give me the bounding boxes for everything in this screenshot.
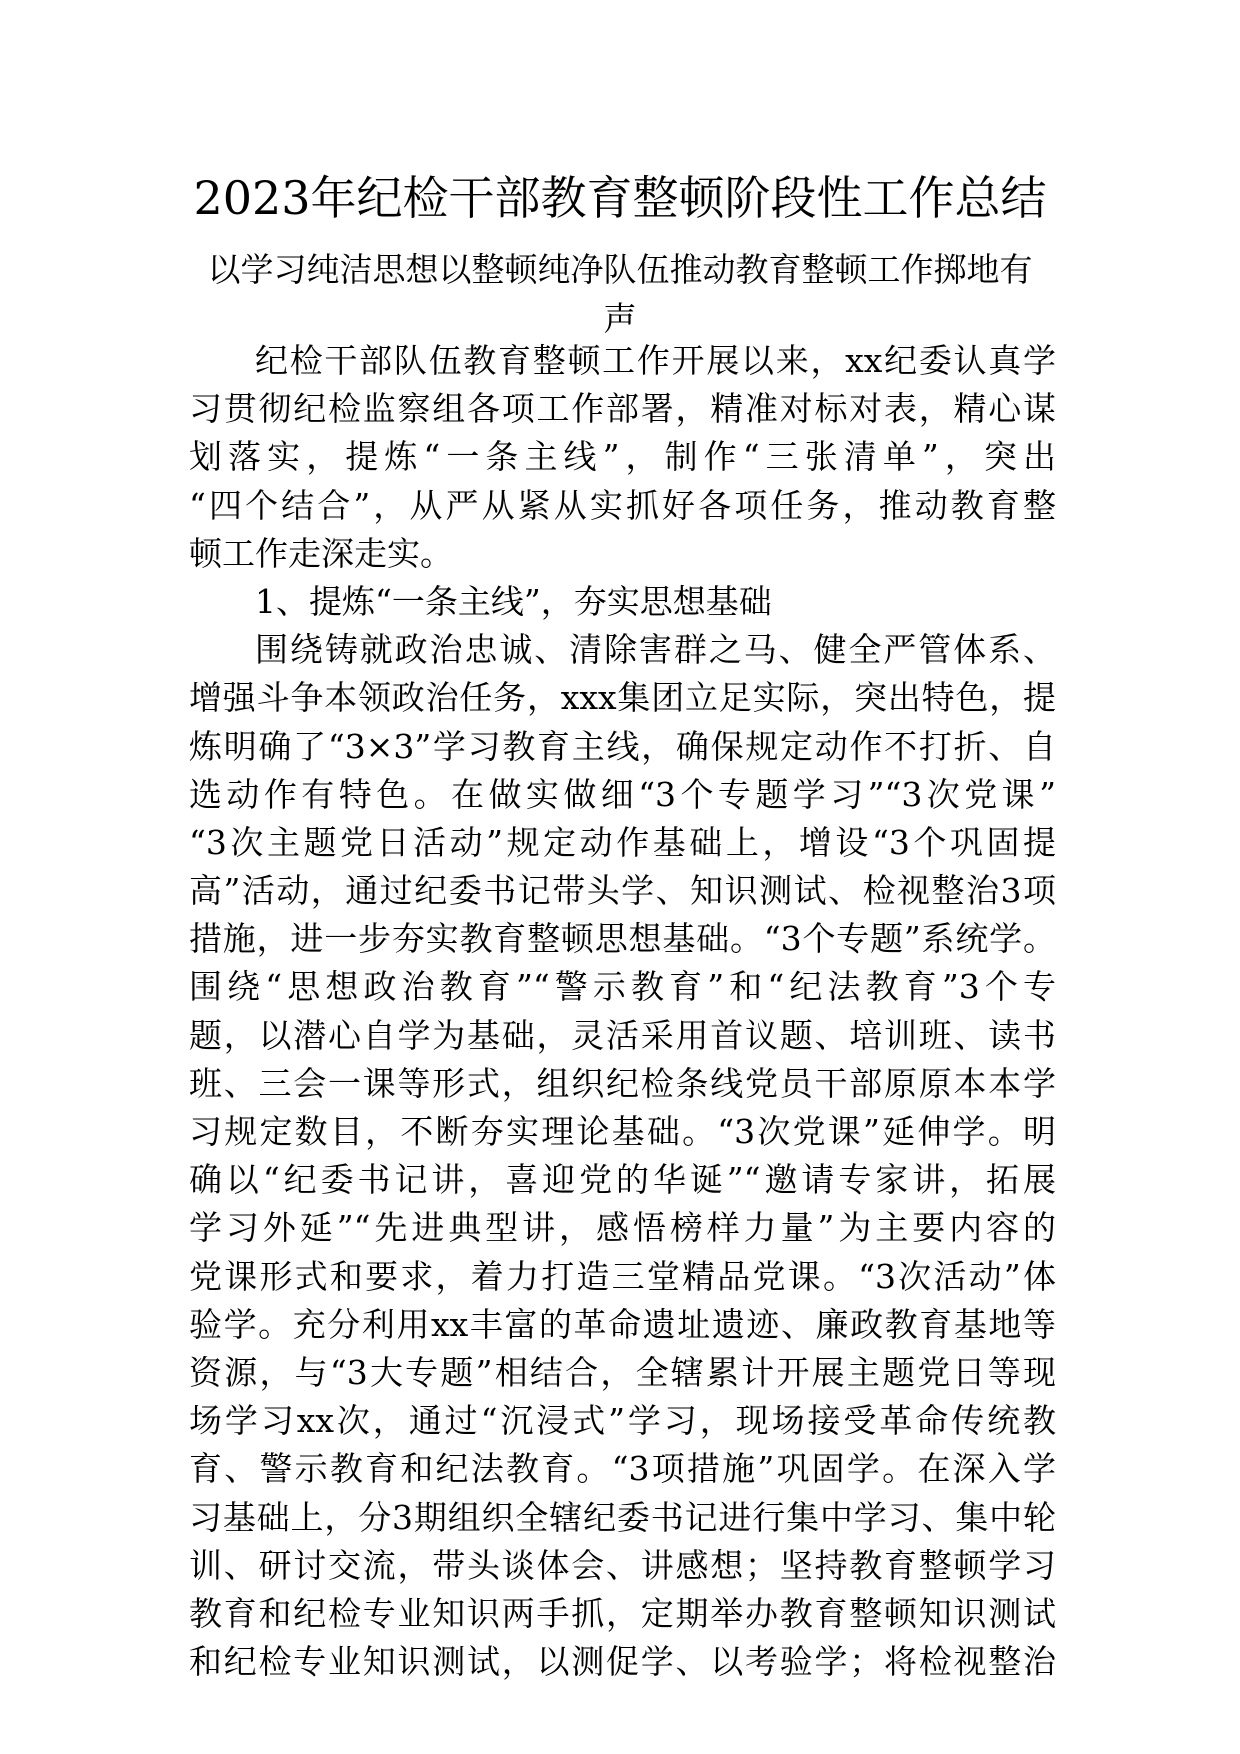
- paragraph-line: 和纪检专业知识测试，以测促学、以考验学；将检视整治: [189, 1642, 1056, 1682]
- paragraph-line: “3次主题党日活动”规定动作基础上，增设“3个巩固提: [189, 822, 1056, 862]
- paragraph-line: 围绕“思想政治教育”“警示教育”和“纪法教育”3个专: [189, 967, 1056, 1007]
- paragraph-line: 选动作有特色。在做实做细“3个专题学习”“3次党课”: [189, 774, 1056, 814]
- paragraph-line: “四个结合”，从严从紧从实抓好各项任务，推动教育整: [189, 485, 1056, 525]
- paragraph-line: 学习外延”“先进典型讲，感悟榜样力量”为主要内容的: [189, 1208, 1056, 1248]
- paragraph-line: 增强斗争本领政治任务，xxx集团立足实际，突出特色，提: [189, 678, 1056, 718]
- paragraph-line: 题，以潜心自学为基础，灵活采用首议题、培训班、读书: [189, 1015, 1056, 1055]
- paragraph-line: 习基础上，分3期组织全辖纪委书记进行集中学习、集中轮: [189, 1497, 1056, 1537]
- paragraph-line: 确以“纪委书记讲，喜迎党的华诞”“邀请专家讲，拓展: [189, 1160, 1056, 1200]
- paragraph-line: 围绕铸就政治忠诚、清除害群之马、健全严管体系、: [255, 630, 1056, 670]
- paragraph-line: 班、三会一课等形式，组织纪检条线党员干部原原本本学: [189, 1063, 1056, 1103]
- paragraph-line: 育、警示教育和纪法教育。“3项措施”巩固学。在深入学: [189, 1449, 1056, 1489]
- document-body: [189, 337, 1056, 1686]
- document-subtitle: [190, 245, 1050, 343]
- paragraph-line: 教育和纪检专业知识两手抓，定期举办教育整顿知识测试: [189, 1593, 1056, 1633]
- subtitle-line: 以学习纯洁思想以整顿纯净队伍推动教育整顿工作掷地有: [207, 250, 1033, 289]
- paragraph-line: 划落实，提炼“一条主线”，制作“三张清单”，突出: [189, 437, 1056, 477]
- paragraph-line: 习规定数目，不断夯实理论基础。“3次党课”延伸学。明: [189, 1112, 1056, 1151]
- section-heading: 1、提炼“一条主线”，夯实思想基础: [255, 581, 772, 621]
- subtitle-line: 声: [603, 299, 637, 338]
- paragraph-line: 场学习xx次，通过“沉浸式”学习，现场接受革命传统教: [189, 1401, 1056, 1441]
- paragraph-line: 顿工作走深走实。: [189, 533, 453, 573]
- paragraph-line: 措施，进一步夯实教育整顿思想基础。“3个专题”系统学。: [189, 919, 1056, 959]
- paragraph-line: 炼明确了“3×3”学习教育主线，确保规定动作不打折、自: [189, 726, 1056, 766]
- paragraph-line: 训、研讨交流，带头谈体会、讲感想；坚持教育整顿学习: [189, 1545, 1056, 1585]
- paragraph-line: 高”活动，通过纪委书记带头学、知识测试、检视整治3项: [189, 871, 1056, 911]
- paragraph-line: 习贯彻纪检监察组各项工作部署，精准对标对表，精心谋: [189, 389, 1056, 429]
- paragraph-line: 纪检干部队伍教育整顿工作开展以来，xx纪委认真学: [255, 341, 1056, 380]
- paragraph-line: 验学。充分利用xx丰富的革命遗址遗迹、廉政教育基地等: [189, 1304, 1056, 1344]
- paragraph-line: 资源，与“3大专题”相结合，全辖累计开展主题党日等现: [189, 1352, 1056, 1392]
- document-title: 2023年纪检干部教育整顿阶段性工作总结: [193, 171, 1047, 225]
- paragraph-line: 党课形式和要求，着力打造三堂精品党课。“3次活动”体: [189, 1256, 1056, 1296]
